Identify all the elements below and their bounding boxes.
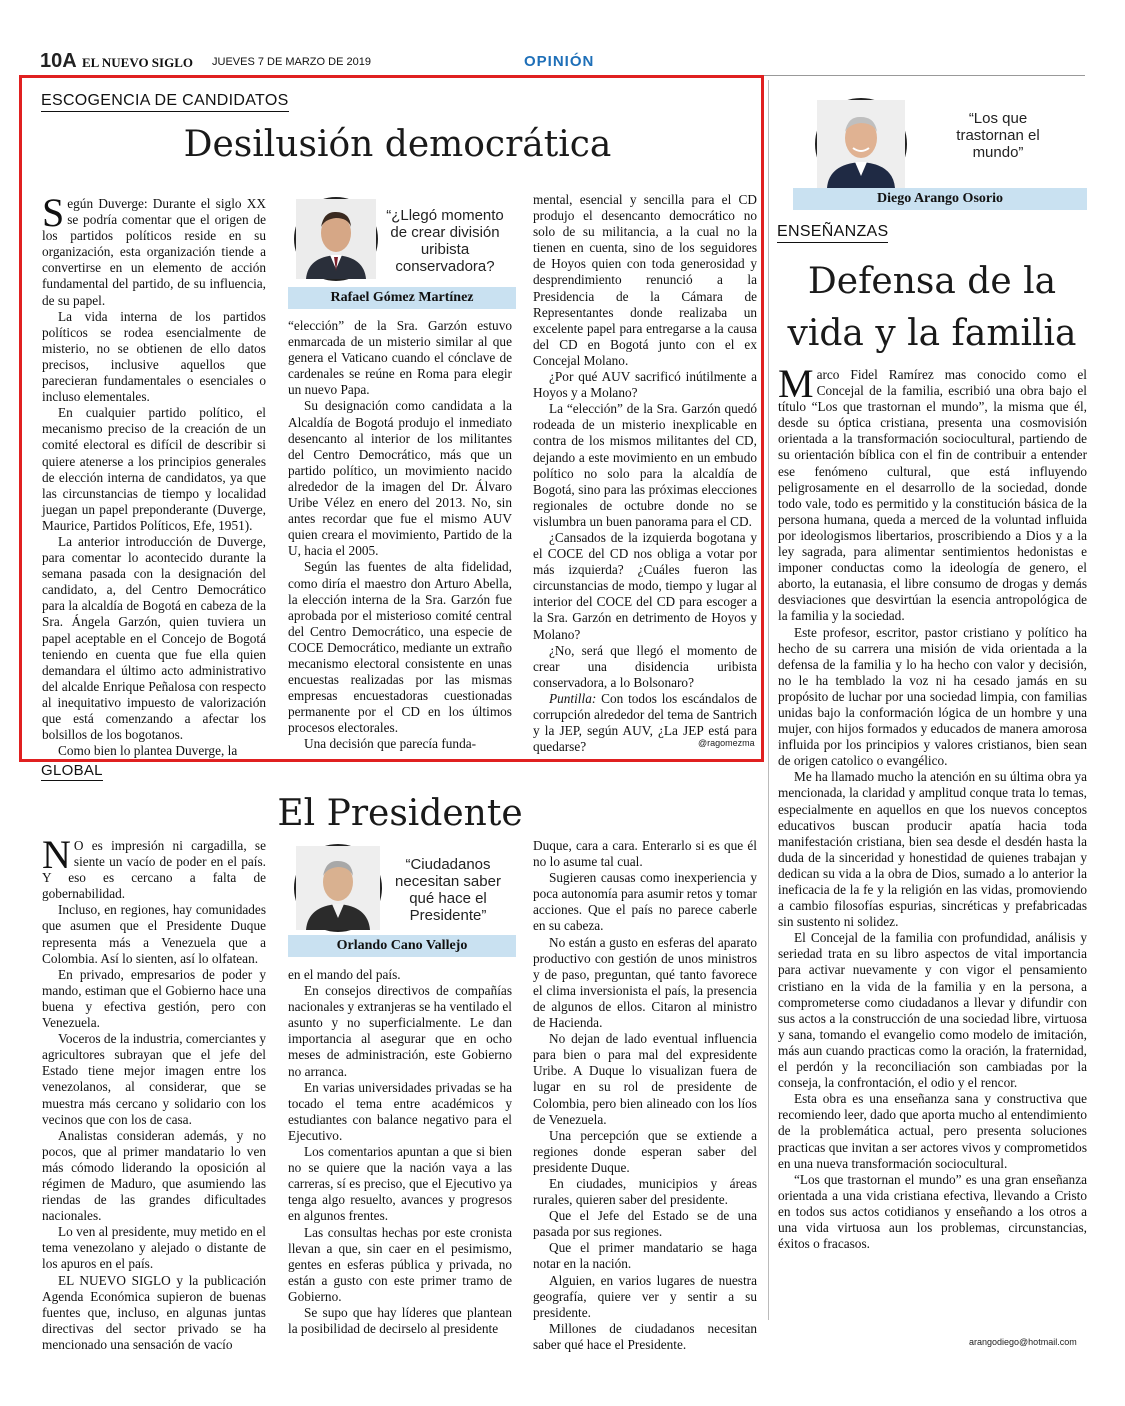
paragraph: Voceros de la industria, comerciantes y agricultores subrayan que el jefe del Estado tiene mejor imagen entre los venezolanos, al considerar, que se muestra más cercano y solidario con los vecinos que con los de casa. — [42, 1031, 267, 1127]
pull-quote: “Ciudadanos necesitan saber qué hace el Presidente” — [395, 856, 501, 924]
article1-handle: @ragomezma — [698, 738, 755, 748]
author-photo — [815, 98, 907, 190]
paragraph: Los comentarios apuntan a que si bien no se quiere que la nación vaya a las carreras, sí es preciso, que el Ejecutivo ya tenga algo resuelto, avances y progresos en algunos frentes. — [288, 1144, 512, 1224]
page-number: 10A — [40, 50, 77, 72]
issue-date: JUEVES 7 DE MARZO DE 2019 — [212, 56, 371, 68]
paragraph: Incluso, en regiones, hay comunidades que asumen que el Presidente Duque representa más a Venezuela que a Colombia. Así lo sienten, así lo olfatean. — [42, 902, 266, 966]
dropcap: S — [42, 190, 65, 235]
paragraph: Que el Jefe del Estado se de una pasada por sus regiones. — [533, 1208, 757, 1240]
paragraph: La anterior introducción de Duverge, para comentar lo acontecido durante la semana pasada con la designación del candidato, a, del Centro Democrático para la alcaldía de Bogotá en cabeza de la Sra. Ángela Garzón, quien tuviera un papel aceptable en el Concejo de Bogotá teniendo en cuenta que fue ella quien demandara el último acto administrativo del alcalde Enrique Peñalosa con respecto al inequitativo impuesto de valorización que está comenzando a afectar los bolsillos de los bogotanos. — [42, 533, 266, 743]
article2-kicker: GLOBAL — [41, 762, 103, 779]
author-name: Orlando Cano Vallejo — [288, 935, 516, 957]
paragraph: Su designación como candidata a la Alcaldía de Bogotá produjo el inmediato desencanto al interior de los militantes del Centro Democrático, más que un partido político, un movimiento nacido alrededor de la imagen del Dr. Álvaro Uribe Vélez en enero del 2013. No, sin antes recordar que fue el mismo AUV quien creara el movimiento, Partido de la U, hacia el 2005. — [288, 398, 512, 559]
paragraph: en el mando del país. — [288, 967, 401, 982]
paragraph: Una percepción que se extiende a regiones donde esperan saber del presidente Duque. — [533, 1127, 757, 1175]
newspaper-name: EL NUEVO SIGLO — [82, 55, 193, 70]
dropcap: M — [778, 361, 814, 406]
pull-quote: “Los que trastornan el mundo” — [956, 110, 1040, 161]
article3-body — [778, 361, 1087, 1337]
paragraph: Alguien, en varios lugares de nuestra geografía, quiere ver y sentir a su presidente. — [533, 1272, 757, 1320]
page-header — [40, 50, 1085, 76]
paragraph: Millones de ciudadanos necesitan saber qué hace el Presidente. — [533, 1320, 757, 1352]
article3-handle: arangodiego@hotmail.com — [969, 1337, 1077, 1347]
paragraph: No dejan de lado eventual influencia para bien o para mal del expresidente Uribe. A Duque lo visualizan fuera de lugar en su rol de presidente de Colombia, pero bien alineado con los líos de Venezuela. — [533, 1031, 757, 1127]
article2-column-3 — [533, 838, 757, 1350]
author-photo — [294, 844, 382, 932]
paragraph: Como bien lo plantea Duverge, la — [58, 743, 238, 759]
paragraph: Según las fuentes de alta fidelidad, como diría el maestro don Arturo Abella, la elección interna de la Sra. Garzón fue aprobada por el misterioso comité central del Centro Democrático, una especie de COCE Democrático, mediante un extraño mecanismo electoral consistente en unas encuestas realizadas por las mismas empresas encuestadoras cuestionadas permanente por el CD en los últimos procesos electorales. — [288, 559, 512, 736]
paragraph: Las consultas hechas por este cronista llevan a que, sin caer en el pesimismo, gentes en esferas pública y privada, no están a gusto con este primer tramo de Gobierno. — [288, 1224, 512, 1304]
paragraph: En privado, empresarios de poder y mando, estiman que el Gobierno hace una buena y efectiva gestión, pero con Venezuela. — [42, 966, 266, 1031]
column-divider — [768, 80, 769, 1320]
article3-kicker: ENSEÑANZAS — [777, 223, 888, 243]
article1-column-2 — [288, 318, 512, 751]
paragraph: “elección” de la Sra. Garzón estuvo enmarcada de un misterio similar al que genera el Vaticano cuando el cónclave de cardenales se reúne en Roma para elegir un nuevo Papa. — [288, 318, 512, 398]
paragraph: O es impresión ni cargadilla, se siente un vacío de poder en el país. Y eso es cercano a falta de gobernabilidad. — [42, 838, 266, 902]
paragraph: mental, esencial y sencilla para el CD produjo el desencanto democrático no solo de su militancia, a la cual no la tienen en cuenta, sino de los seguidores de Hoyos quien con toda generosidad y desprendimiento renunció a la Presidencia de la Cámara de Representantes donde realizaba un excelente papel para entregarse a la causa del CD en Bogotá junto con el ex Concejal Molano. — [533, 192, 757, 368]
paragraph: arco Fidel Ramírez mas conocido como el Concejal de la familia, escribió una obra bajo el título “Los que trastornan el mundo”, la misma que él, desde su óptica cristiana, presenta una cosmovisión orientada a la transformación sociocultural, partiendo de su orientación bíblica con el fin de contribuir a entender ese fenómeno cultural, que está influyendo peligrosamente en el desarrollo de la sociedad, donde todo vale, todo es permitido y la constitución básica de la persona humana, queda a merced de la voluntad influida por ideologismos libertarios, proscribiendo a Dios y a la ley sagrada, para alimentar sentimientos hedonistas e imponer conductas como la ideología de genero, el aborto, la eutanasia, el libre consumo de drogas y demás desviaciones que desvirtúan la esencia antropológica de la familia y la sociedad. — [778, 367, 1087, 624]
article1-title: Desilusión democrática — [183, 124, 612, 165]
paragraph: El Concejal de la familia con profundidad, análisis y seriedad trata en su libro aspectos de vital importancia para activar nuevamente y con vigor el pensamiento cristiano en la vida de la familia y en la persona, a comprometerse como ciudadanos a llevar y difundir con sus actos a la construcción de una sociedad libre, virtuosa y sana, tomando el evangelio como modelo de imitación, más aun cuando practicas como la oración, la fraternidad, el perdón y la reconciliación son cambiadas por la conseja, la confrontación, el odio y el rencor. — [778, 930, 1087, 1091]
pull-quote: “¿Llegó momento de crear división uribista conservadora? — [386, 207, 504, 275]
paragraph: No están a gusto en esferas del aparato productivo con gestión de unos ministros y de paso, preguntan, qué tanto favorece el clima inversionista el país, la presencia de algunos de ellos. Citaron al ministro de Hacienda. — [533, 934, 757, 1031]
article3-title-line-2: vida y la familia — [787, 313, 1077, 354]
paragraph: Lo ven al presidente, muy metido en el tema venezolano y alejado o distante de los apuros en el país. — [42, 1224, 266, 1272]
paragraph: ¿No, será que llegó el momento de crear una disidencia uribista conservadora, a lo Bolsonaro? — [533, 642, 757, 690]
paragraph: En varias universidades privadas se ha tocado el tema entre académicos y estudiantes con balance negativo para el Ejecutivo. — [288, 1079, 512, 1143]
paragraph: Se supo que hay líderes que plantean la posibilidad de decirselo al presidente — [288, 1304, 512, 1337]
paragraph: ¿Por qué AUV sacrificó inútilmente a Hoyos y a Molano? — [533, 369, 757, 401]
dropcap: N — [42, 832, 71, 877]
paragraph: Duque, cara a cara. Enterarlo si es que él no lo asume tal cual. — [533, 838, 757, 870]
paragraph: Sugieren causas como inexperiencia y poca autonomía para asumir retos y tomar acciones. Que el país no parece caberle en su cabeza. — [533, 870, 757, 934]
paragraph: ¿Cansados de la izquierda bogotana y el COCE del CD nos obliga a votar por más izquierda? ¿Cuáles fueron las circunstancias de modo, tiempo y lugar al interior del COCE del CD para escoger a la Sra. Garzón en detrimento de Hoyos y Molano? — [533, 529, 757, 642]
author-name: Diego Arango Osorio — [793, 188, 1087, 210]
article2-title: El Presidente — [277, 793, 523, 834]
article1-kicker: ESCOGENCIA DE CANDIDATOS — [41, 92, 289, 112]
paragraph: Que el primer mandatario se haga notar en la nación. — [533, 1240, 757, 1272]
paragraph: “Los que trastornan el mundo” es una gran enseñanza orientada a una vida cristiana efectiva, llevando a Cristo en todos sus actos cotidianos y enseñando a los otros a una vida virtuosa aun los problemas, circunstancias, éxitos o fracasos. — [778, 1171, 1087, 1252]
article3-title-line-1: Defensa de la — [807, 261, 1057, 302]
paragraph: Me ha llamado mucho la atención en su última obra ya mencionada, la claridad y amplitud conque trata lo temas, especialmente en aquellos en que los nuevos conceptos educativos buscan producir apatía hacia toda manifestación cristiana, bien sea desde el desdén hasta la duda de la sinceridad y honestidad de quienes trabajan y dedican su vida a la obra de Dios, sumado a lo anterior la ineficacia de la fe y la religión en las vidas, promoviendo a cambio filosofías espurias, sincréticas y prefabricadas sin sustento ni solidez. — [778, 769, 1087, 930]
puntilla-text: Con todos los escándalos de corrupción alrededor del tema de Santrich y la JEP, según AUV, ¿La JEP está para quedarse? — [533, 690, 757, 755]
paragraph: EL NUEVO SIGLO y la publicación Agenda Económica supieron de buenas fuentes que, incluso, en algunas juntas directivas del sector privado se ha mencionado una sensación de vacío — [42, 1272, 266, 1352]
article2-author-box — [288, 838, 516, 960]
paragraph: La vida interna de los partidos políticos se rodea esencialmente de misterio, no se obtienen de ello datos precisos, inclusive aquellos que parecieran fundamentales o esenciales o incluso elementales. — [42, 308, 266, 405]
paragraph: Este profesor, escritor, pastor cristiano y político ha hecho de su carrera una misión de vida orientada a la defensa de la familia y lo ha hecho con valor y decisión, no le ha temblado la voz ni ha cesado jamás en su propósito de luchar por una sociedad limpia, con familias unidas bajo la conformación lógica de un hombre y una mujer, con hijos formados y educados de manera amorosa influida por los principios y valores cristianos, bien sean de origen catolico o evangélico. — [778, 624, 1087, 769]
paragraph: En ciudades, municipios y áreas rurales, quieren saber del presidente. — [533, 1175, 757, 1208]
puntilla-label: Puntilla: — [549, 690, 597, 706]
author-photo — [294, 197, 378, 281]
article3-title — [776, 256, 1088, 360]
article1-column-1 — [42, 190, 266, 759]
section-name: OPINIÓN — [524, 53, 595, 70]
paragraph: egún Duverge: Durante el siglo XX se podría comentar que el origen de los partidos políticos reside en su organización, esta organización tiende a convertirse en un elemento de acción fundamental del partido, de su influencia, de su papel. — [42, 196, 266, 308]
paragraph: Una decisión que parecía funda- — [304, 736, 477, 752]
paragraph: En consejos directivos de compañías nacionales y extranjeras se ha ventilado el asunto y no superficialmente. Le dan importancia al asegurar que en ocho meses de administración, este Gobierno no arranca. — [288, 983, 512, 1079]
paragraph: La “elección” de la Sra. Garzón quedó rodeada de un misterio inexplicable en contra de los mismos militantes del CD, dejando a este movimiento en un embudo político no solo para la alcaldía de Bogotá, sino para las próximas elecciones regionales de octubre donde no se vislumbra un buen panorama para el CD. — [533, 401, 757, 529]
article3-author-box — [793, 92, 1087, 212]
paragraph: Analistas consideran además, y no pocos, que al primer mandatario lo ven más cómodo liderando la oposición al régimen de Maduro, que asumiendo las riendas de las grandes dificultades nacionales. — [42, 1127, 266, 1224]
article2-column-2 — [288, 967, 512, 1350]
paragraph: En cualquier partido político, el mecanismo preciso de la creación de un comité electoral es difícil de describir si quiere atenerse a los principios generales de elección interna de candidatos, ya que las circunstancias de tiempo y localidad juegan un papel preponderante (Duverge, Maurice, Partidos Políticos, Efe, 1951). — [42, 405, 266, 533]
paragraph: Esta obra es una enseñanza sana y constructiva que recomiendo leer, dado que aporta mucho al entendimiento de la problemática actual, pero presenta soluciones practicas que invitan a ser actores vivos y comprometidos en una nueva transformación sociocultural. — [778, 1091, 1087, 1171]
article2-column-1 — [42, 832, 267, 1352]
author-name: Rafael Gómez Martínez — [288, 287, 516, 309]
article1-author-box — [288, 193, 516, 311]
